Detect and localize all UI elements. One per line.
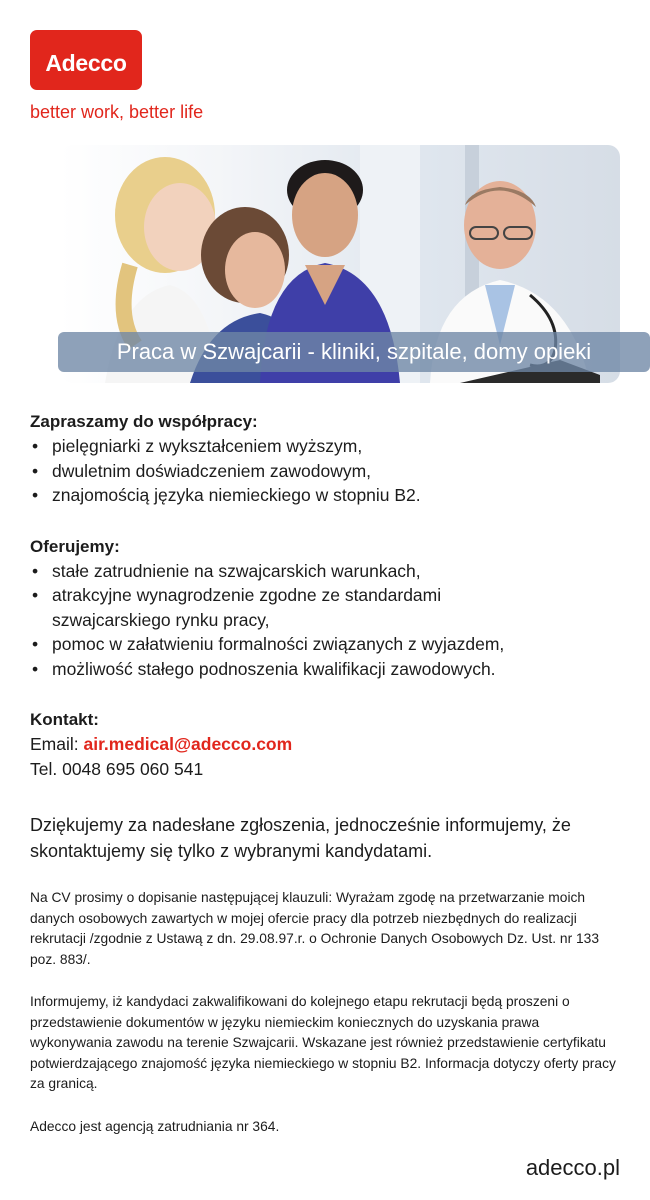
main-content bbox=[30, 410, 625, 1137]
list-item: • atrakcyjne wynagrodzenie zgodne ze standardami szwajcarskiego rynku pracy, bbox=[30, 583, 625, 632]
documents-info: Informujemy, iż kandydaci zakwalifikowani do kolejnego etapu rekrutacji będą proszeni o przedstawienie dokumentów w języku niemieckim koniecznych do uzyskania prawa wykonywania zawodu na terenie Szwajcarii. Wskazane jest również przedstawienie certyfikatu potwierdzającego znajomość języka niemieckiego w stopniu B2. Informacja dotyczy oferty pracy za granicą. bbox=[30, 994, 616, 1091]
email-label: Email: bbox=[30, 734, 84, 754]
list-item: • pielęgniarki z wykształceniem wyższym, bbox=[30, 434, 625, 459]
footer-website-link[interactable]: adecco.pl bbox=[525, 1155, 620, 1180]
email-line bbox=[30, 732, 625, 757]
thanks-notice: Dziękujemy za nadesłane zgłoszenia, jednocześnie informujemy, że skontaktujemy się tylko z wybranymi kandydatami. bbox=[30, 815, 571, 861]
tagline: better work, better life bbox=[30, 102, 204, 122]
adecco-logo bbox=[30, 30, 142, 90]
invite-heading: Zapraszamy do współpracy: bbox=[30, 412, 258, 431]
list-item: • znajomością języka niemieckiego w stopniu B2. bbox=[30, 483, 625, 508]
list-item: • dwuletnim doświadczeniem zawodowym, bbox=[30, 459, 625, 484]
offer-heading: Oferujemy: bbox=[30, 536, 120, 556]
list-item: • stałe zatrudnienie na szwajcarskich warunkach, bbox=[30, 559, 625, 584]
logo-text: Adecco bbox=[45, 49, 127, 76]
contact-heading: Kontakt: bbox=[30, 710, 99, 729]
list-item: • możliwość stałego podnoszenia kwalifikacji zawodowych. bbox=[30, 657, 625, 682]
consent-clause: Na CV prosimy o dopisanie następującej klauzuli: Wyrażam zgodę na przetwarzanie moich danych osobowych zawartych w mojej ofercie pracy dla potrzeb niezbędnych do realizacji rekrutacji /zgodnie z Ustawą z dn. 29.08.97.r. o Ochronie Danych Osobowych Dz. Ust. nr 133 poz. 883/. bbox=[30, 890, 600, 967]
offer-list bbox=[30, 559, 625, 682]
invite-list bbox=[30, 434, 625, 508]
list-item: • pomoc w załatwieniu formalności związanych z wyjazdem, bbox=[30, 632, 625, 657]
phone-line: Tel. 0048 695 060 541 bbox=[30, 759, 204, 779]
hero-caption: Praca w Szwajcarii - kliniki, szpitale, domy opieki bbox=[58, 332, 650, 372]
email-link[interactable]: air.medical@adecco.com bbox=[83, 734, 293, 754]
agency-registration: Adecco jest agencją zatrudniania nr 364. bbox=[30, 1118, 280, 1134]
